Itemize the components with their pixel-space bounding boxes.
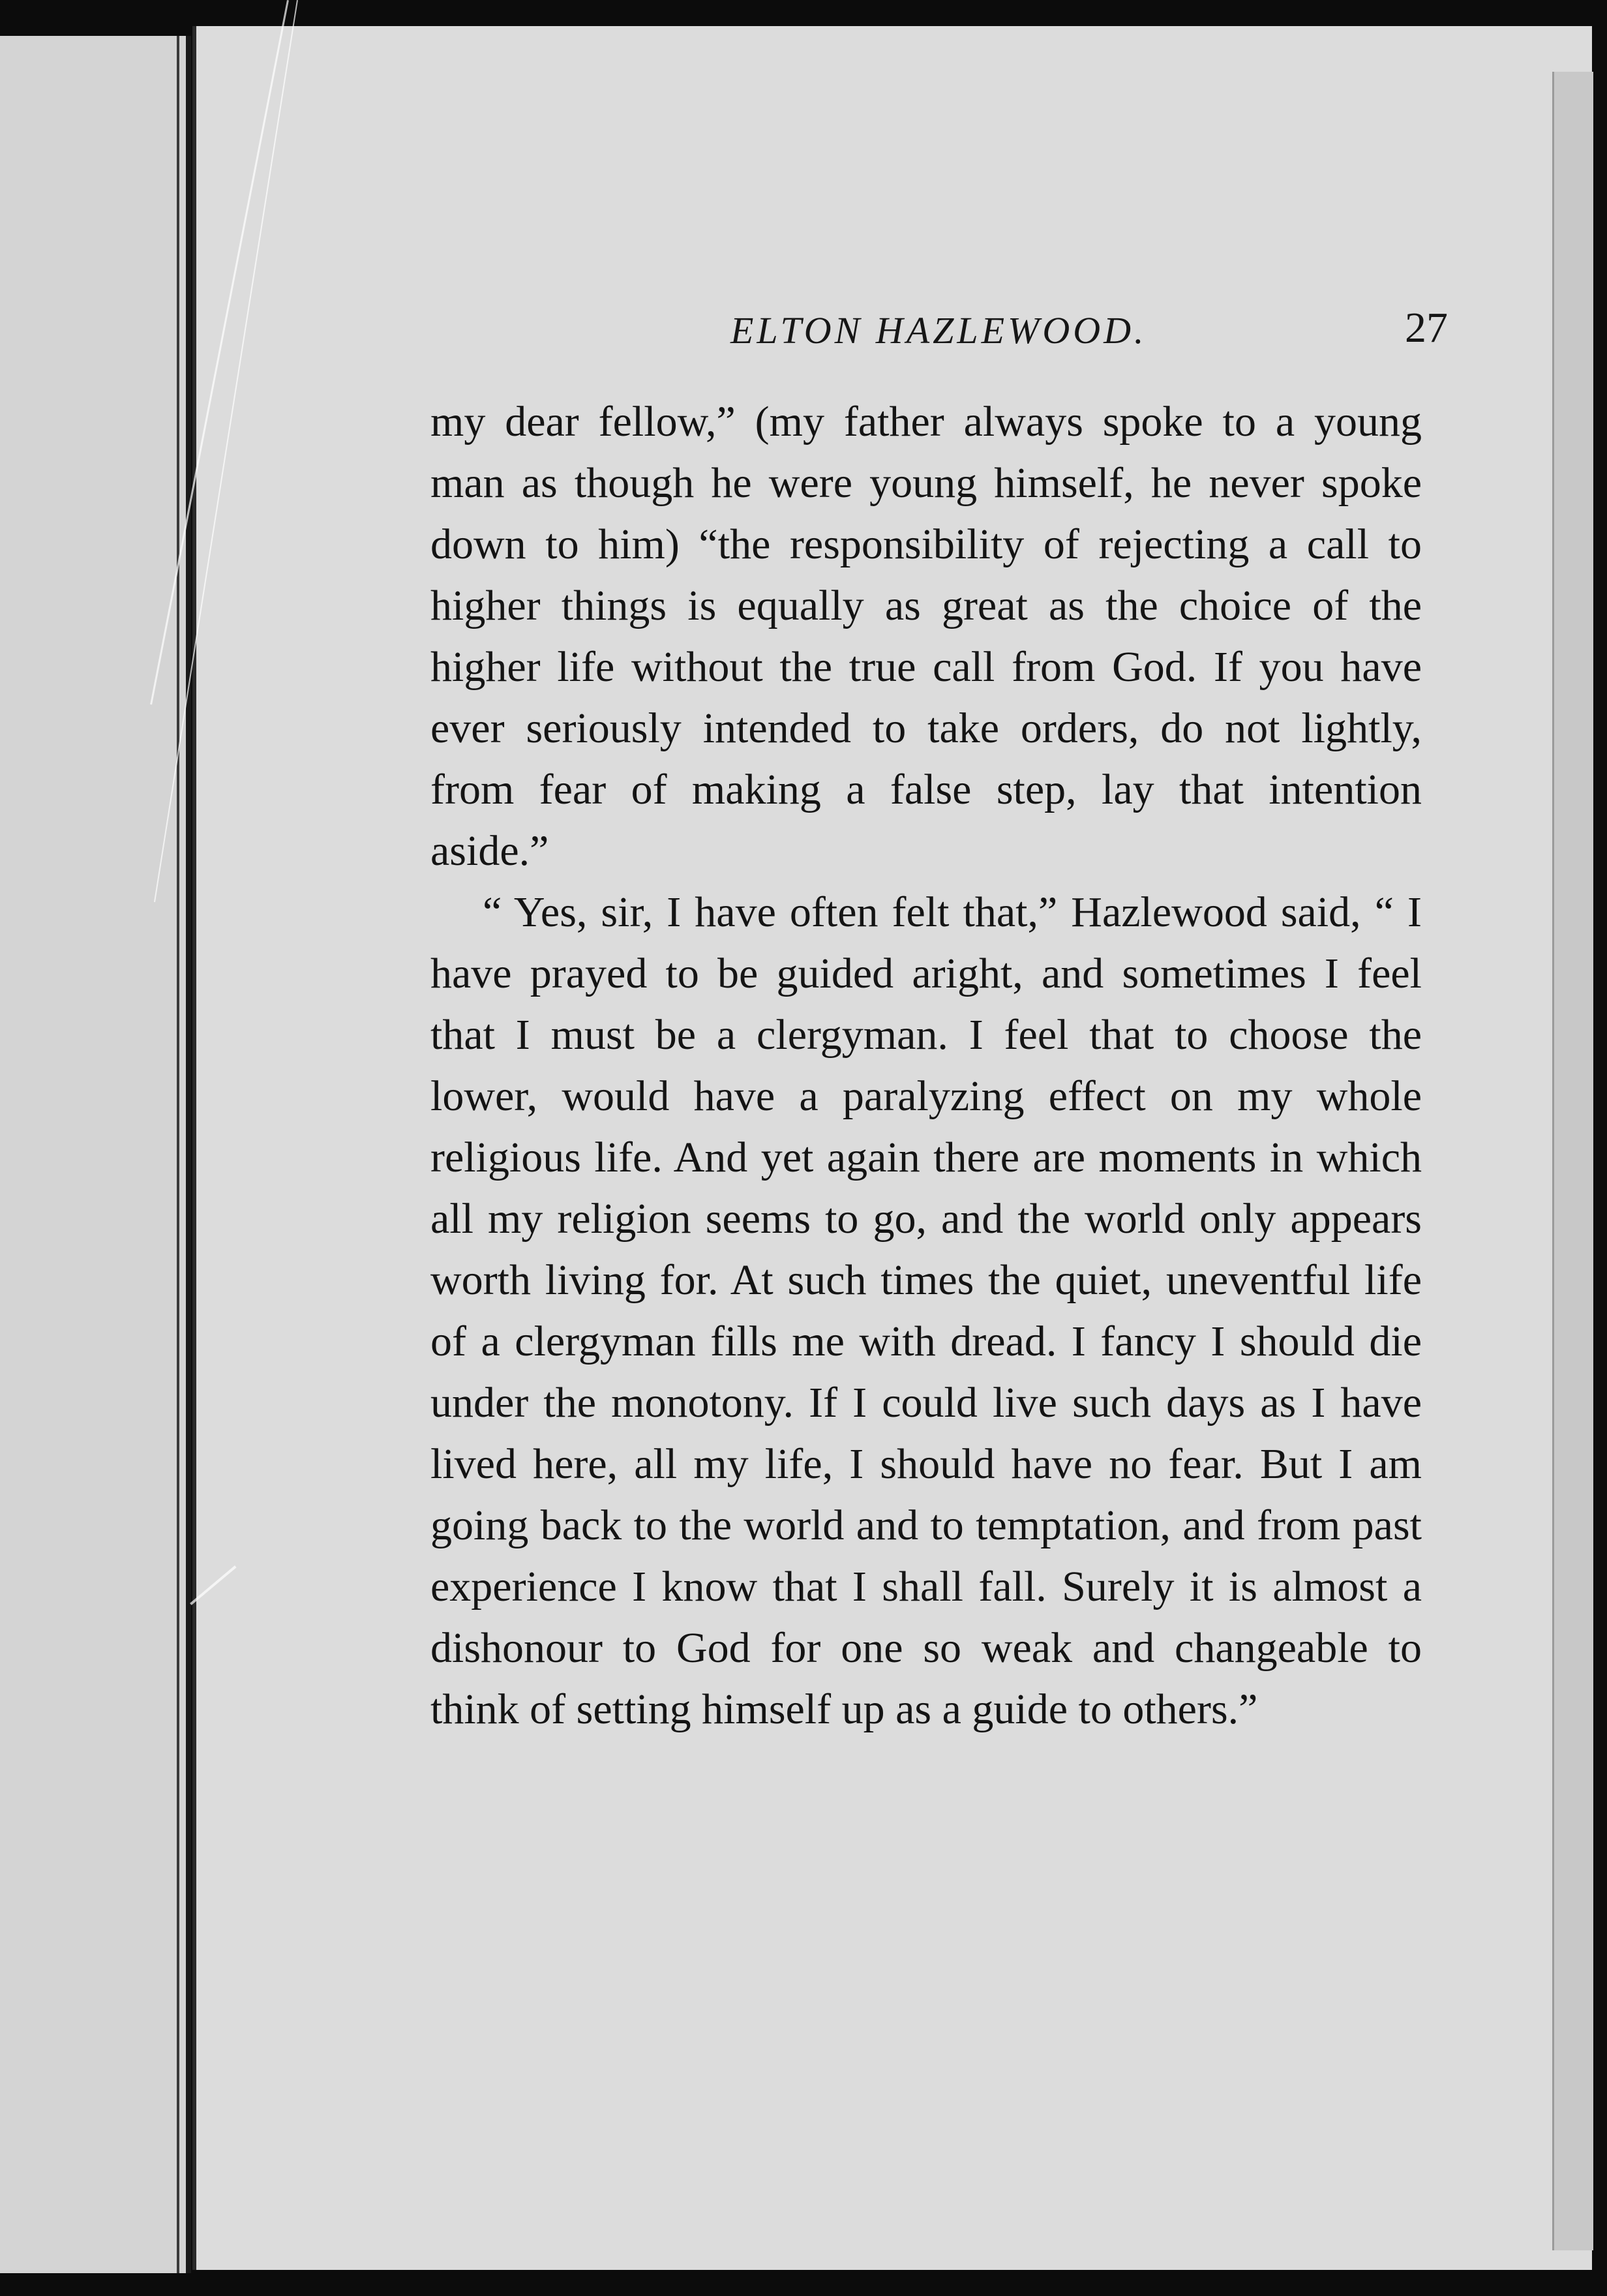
paragraph: my dear fellow,” (my father always spoke to a young man as though he were young himself, he never spoke down to him) “the responsibility of rejecting a call to higher things is equally as great as the choice of the higher life without the true call from God. If you have ever seriously intended to take orders, do not lightly, from fear of making a false step, lay that intention aside.” (430, 398, 1422, 875)
page-number: 27 (1405, 304, 1448, 352)
paragraph: “ Yes, sir, I have often felt that,” Hazlewood said, “ I have prayed to be guided aright, and sometimes I feel that I must be a clergyman. I feel that to choose the lower, would have a paralyzing effect on my whole religious life. And yet again there are moments in which all my religion seems to go, and the world only appears worth living for. At such times the quiet, uneventful life of a clergyman fills me with dread. I fancy I should die under the monotony. If I could live such days as I have lived here, all my life, I should have no fear. But I am going back to the world and to temptation, and from past experience I know that I shall fall. Surely it is almost a dishonour to God for one so weak and changeable to think of setting himself up as a guide to others.” (430, 888, 1422, 1733)
gutter-line (177, 36, 179, 2273)
body-text (430, 391, 1422, 1740)
running-title: ELTON HAZLEWOOD. (730, 309, 1147, 352)
running-head (535, 303, 1448, 362)
page-stack-edge (1552, 72, 1593, 2250)
previous-page-edge (0, 36, 191, 2273)
